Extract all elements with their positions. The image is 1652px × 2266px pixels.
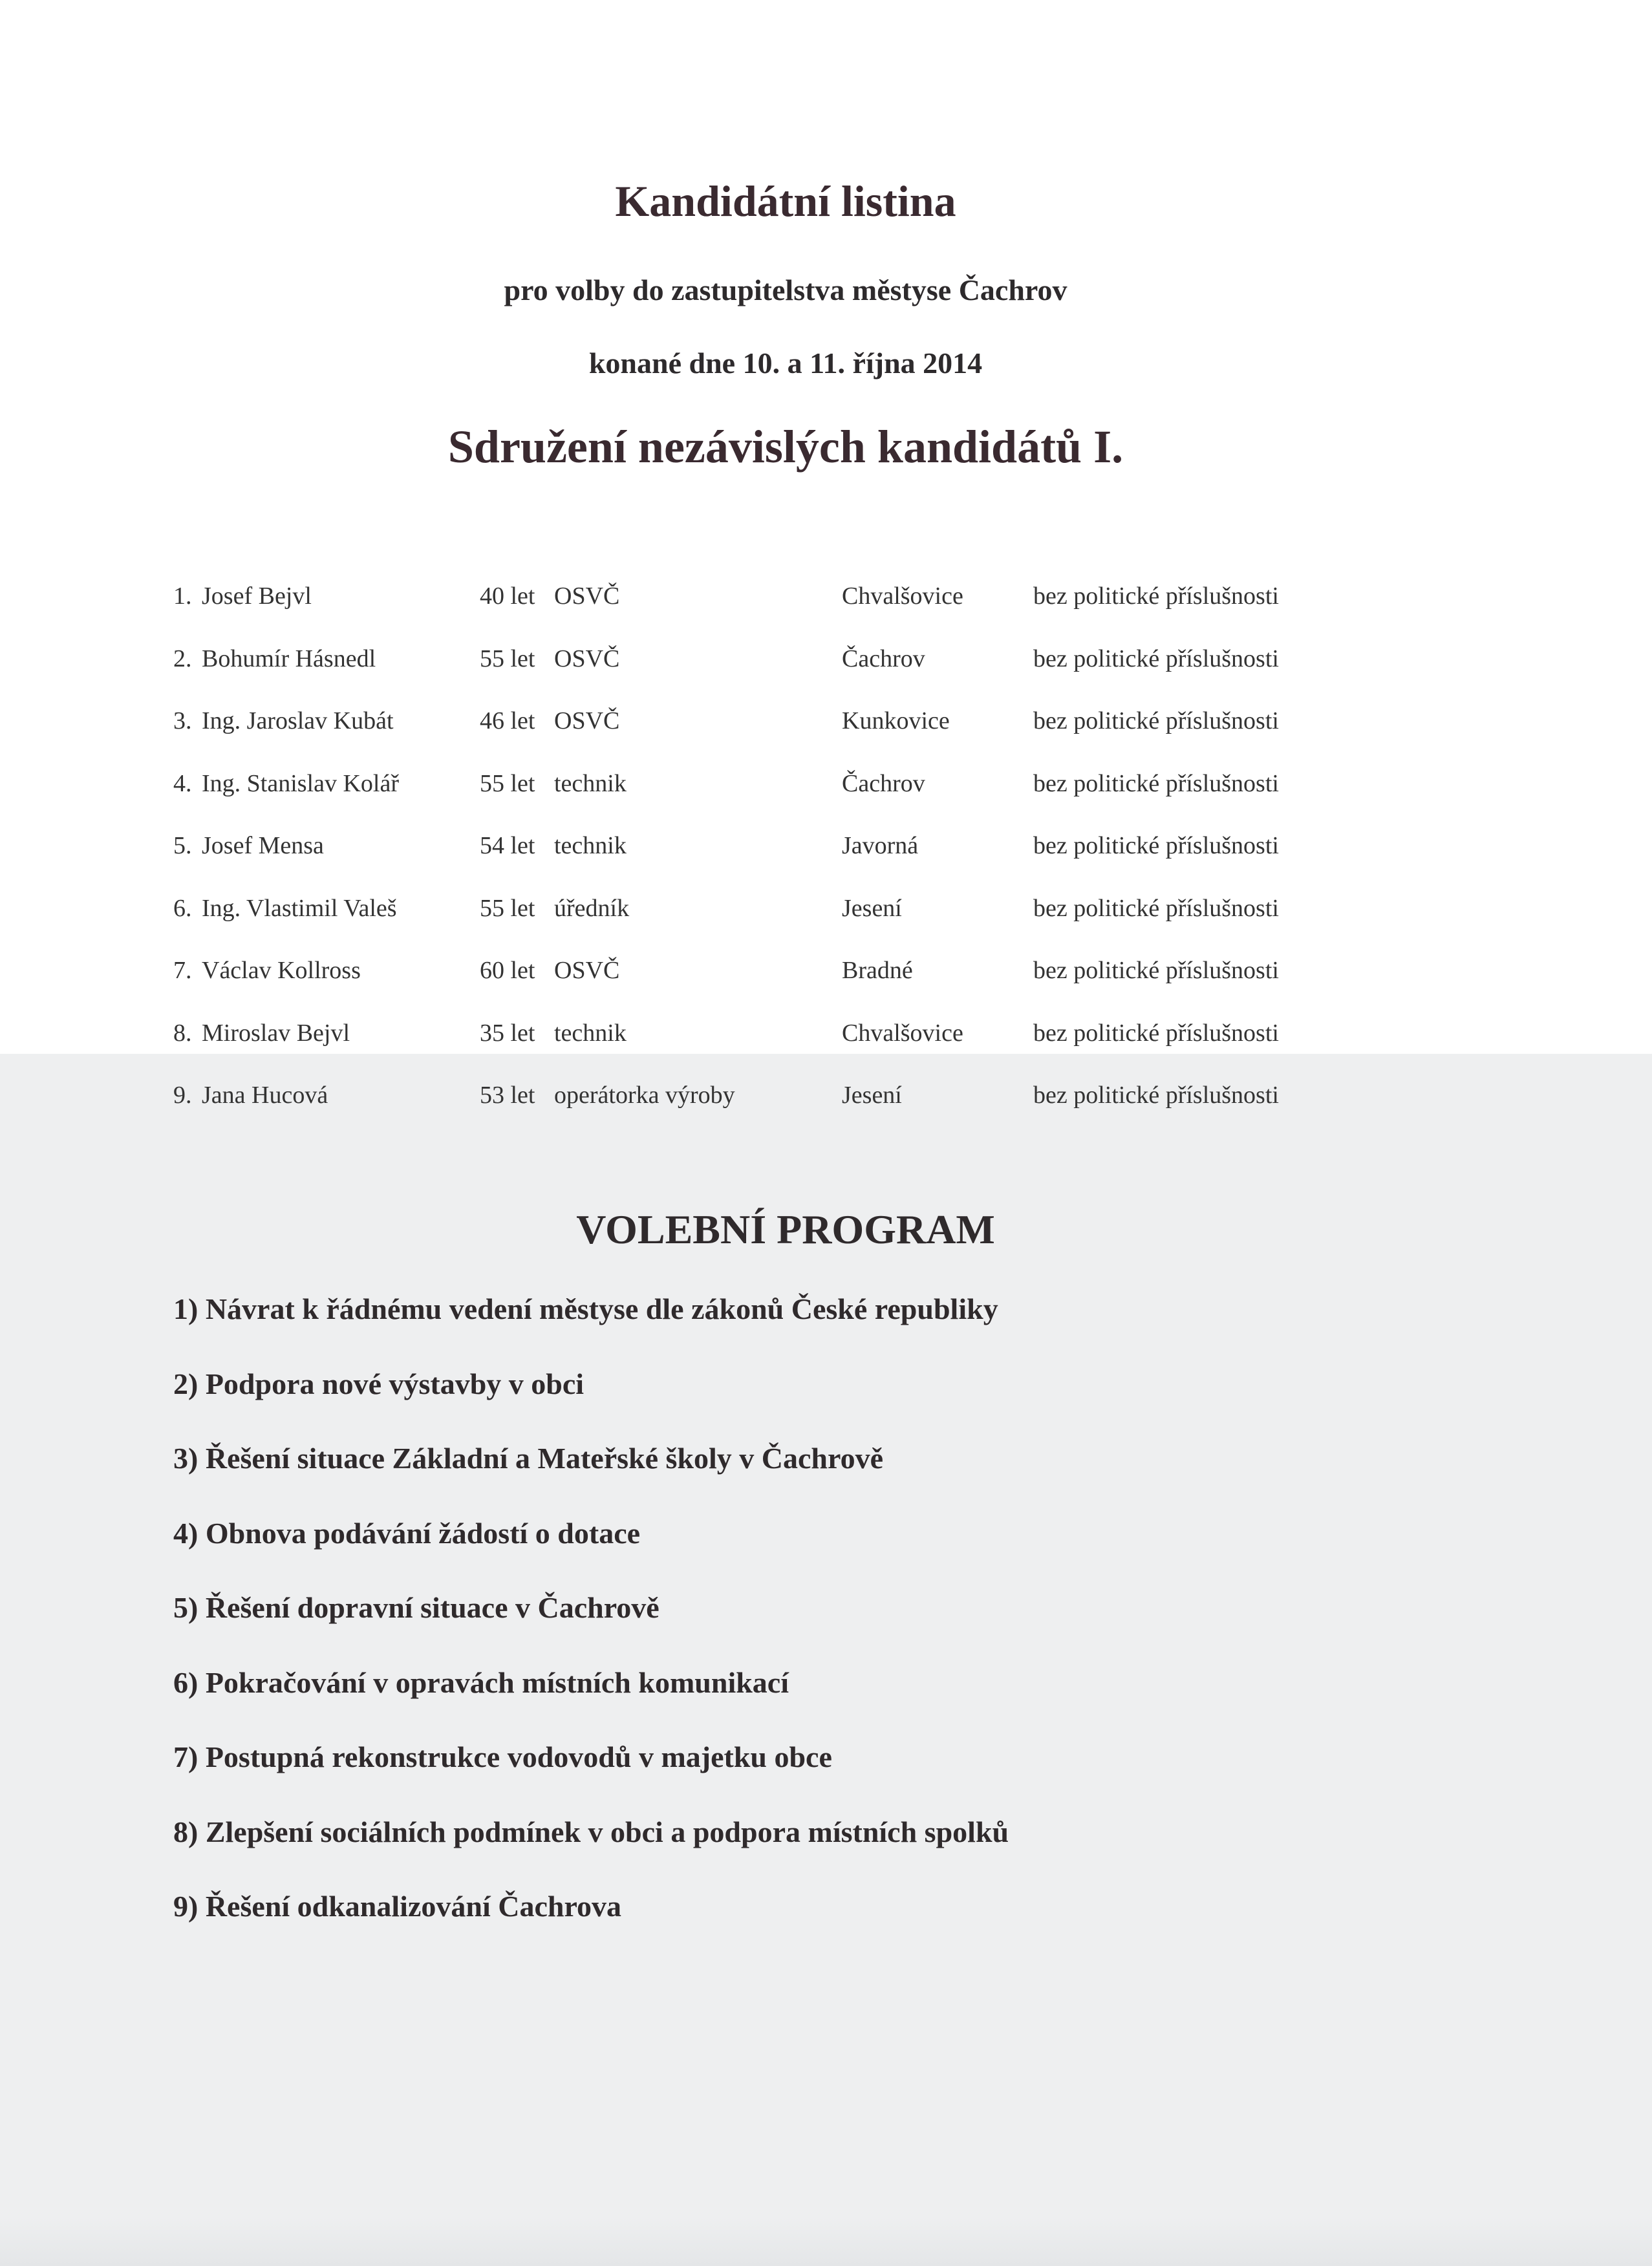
candidate-number: 7. (173, 957, 192, 984)
candidate-town: Jesení (842, 894, 902, 922)
candidate-affiliation: bez politické příslušnosti (1033, 1019, 1279, 1047)
candidate-town: Chvalšovice (842, 583, 963, 610)
candidate-affiliation: bez politické příslušnosti (1033, 832, 1279, 859)
candidate-name: Ing. Vlastimil Valeš (202, 894, 397, 922)
candidate-group-name: Sdružení nezávislých kandidátů I. (447, 421, 1124, 473)
candidate-name: Ing. Jaroslav Kubát (202, 707, 394, 734)
candidate-row (173, 894, 1531, 957)
candidate-age: 53 let (480, 1082, 535, 1109)
candidate-affiliation: bez politické příslušnosti (1033, 769, 1279, 797)
candidate-row (173, 1019, 1531, 1082)
candidate-number: 4. (173, 769, 192, 797)
candidate-occupation: OSVČ (554, 583, 620, 610)
program-item: 5) Řešení dopravní situace v Čachrově (173, 1591, 660, 1624)
candidate-name: Josef Bejvl (202, 583, 312, 610)
candidate-occupation: technik (554, 1019, 627, 1047)
candidate-occupation: operátorka výroby (554, 1082, 735, 1109)
candidate-number: 1. (173, 583, 192, 610)
candidate-name: Miroslav Bejvl (202, 1019, 350, 1047)
candidate-occupation: OSVČ (554, 957, 620, 984)
program-item: 3) Řešení situace Základní a Mateřské školy v Čachrově (173, 1442, 884, 1475)
candidate-name: Václav Kollross (202, 957, 361, 984)
candidate-town: Čachrov (842, 645, 925, 672)
program-item: 4) Obnova podávání žádostí o dotace (173, 1516, 641, 1550)
candidate-name: Ing. Stanislav Kolář (202, 769, 400, 797)
candidate-occupation: technik (554, 832, 627, 859)
candidate-town: Kunkovice (842, 707, 950, 734)
candidate-occupation: technik (554, 769, 627, 797)
candidate-number: 5. (173, 832, 192, 859)
candidate-number: 2. (173, 645, 192, 672)
candidate-age: 60 let (480, 957, 535, 984)
program-list (173, 1292, 1531, 1964)
document-title: Kandidátní listina (615, 176, 956, 226)
candidate-age: 55 let (480, 769, 535, 797)
program-item: 9) Řešení odkanalizování Čachrova (173, 1890, 622, 1923)
election-date: konané dne 10. a 11. října 2014 (588, 347, 983, 379)
program-item: 1) Návrat k řádnému vedení městyse dle zákonů České republiky (173, 1292, 998, 1325)
candidate-number: 3. (173, 707, 192, 734)
candidate-affiliation: bez politické příslušnosti (1033, 645, 1279, 672)
candidate-age: 40 let (480, 583, 535, 610)
candidate-affiliation: bez politické příslušnosti (1033, 894, 1279, 922)
candidate-town: Bradné (842, 957, 913, 984)
candidate-affiliation: bez politické příslušnosti (1033, 583, 1279, 610)
candidate-number: 6. (173, 894, 192, 922)
candidate-number: 8. (173, 1019, 192, 1047)
candidate-age: 54 let (480, 832, 535, 859)
candidate-age: 35 let (480, 1019, 535, 1047)
candidate-row (173, 769, 1531, 832)
candidate-affiliation: bez politické příslušnosti (1033, 957, 1279, 984)
candidate-age: 55 let (480, 894, 535, 922)
candidate-occupation: OSVČ (554, 707, 620, 734)
program-item: 8) Zlepšení sociálních podmínek v obci a podpora místních spolků (173, 1815, 1009, 1848)
candidate-name: Jana Hucová (202, 1082, 328, 1109)
candidate-row (173, 956, 1531, 1019)
candidate-affiliation: bez politické příslušnosti (1033, 707, 1279, 734)
program-item: 6) Pokračování v opravách místních komunikací (173, 1665, 789, 1699)
candidate-occupation: úředník (554, 894, 630, 922)
candidate-number: 9. (173, 1082, 192, 1109)
candidate-town: Jesení (842, 1082, 902, 1109)
candidate-row (173, 1081, 1531, 1144)
candidate-affiliation: bez politické příslušnosti (1033, 1082, 1279, 1109)
candidate-row (173, 831, 1531, 894)
election-subtitle: pro volby do zastupitelstva městyse Čachrov (504, 273, 1067, 306)
candidate-occupation: OSVČ (554, 645, 620, 672)
candidate-town: Chvalšovice (842, 1019, 963, 1047)
candidate-town: Čachrov (842, 769, 925, 797)
candidate-name: Bohumír Hásnedl (202, 645, 376, 672)
program-item: 2) Podpora nové výstavby v obci (173, 1367, 585, 1400)
program-title: VOLEBNÍ PROGRAM (576, 1206, 995, 1252)
candidate-age: 46 let (480, 707, 535, 734)
candidate-age: 55 let (480, 645, 535, 672)
candidate-name: Josef Mensa (202, 832, 324, 859)
program-item: 7) Postupná rekonstrukce vodovodů v majetku obce (173, 1740, 832, 1773)
candidate-town: Javorná (842, 832, 919, 859)
candidate-row (173, 707, 1531, 769)
candidate-row (173, 645, 1531, 707)
candidate-row (173, 582, 1531, 645)
candidate-list (173, 582, 1531, 1144)
